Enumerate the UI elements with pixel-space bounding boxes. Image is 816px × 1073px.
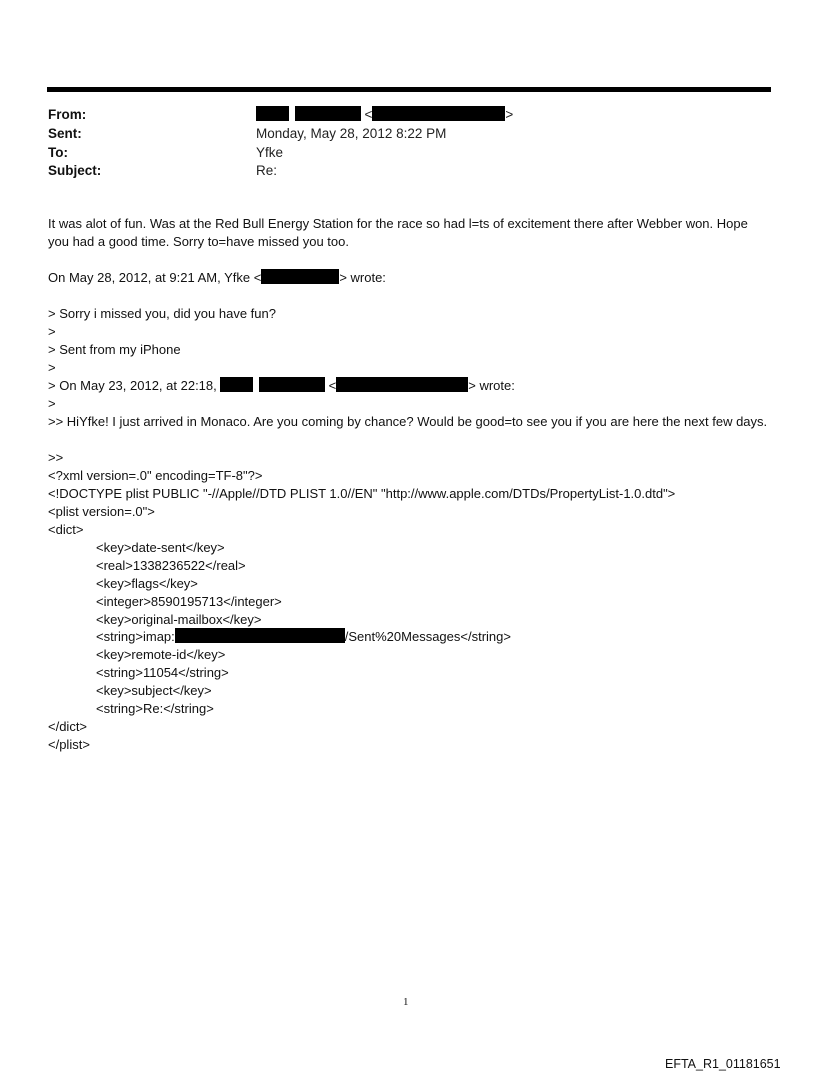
xml-line: <dict> xyxy=(48,522,84,537)
quote-intro xyxy=(48,269,386,287)
redaction-block xyxy=(256,106,289,121)
redaction-block xyxy=(175,628,345,643)
xml-line: <!DOCTYPE plist PUBLIC "-//Apple//DTD PLIST 1.0//EN" "http://www.apple.com/DTDs/PropertyList-1.0.dtd"> xyxy=(48,486,676,501)
xml-line-post: /Sent%20Messages</string> xyxy=(344,629,511,644)
subject-label: Subject: xyxy=(48,163,102,178)
from-lt: < xyxy=(364,107,373,122)
xml-line: <key>flags</key> xyxy=(96,576,198,591)
quoted-line xyxy=(48,377,515,395)
quoted-line-pre: > On May 23, 2012, at 22:18, xyxy=(48,378,217,393)
xml-line: <key>remote-id</key> xyxy=(96,647,226,662)
quoted-line: > xyxy=(48,396,56,411)
redaction-block xyxy=(261,269,339,284)
quoted-line: > xyxy=(48,360,56,375)
xml-line: <integer>8590195713</integer> xyxy=(96,594,282,609)
xml-line: <string>11054</string> xyxy=(96,665,229,680)
sent-label: Sent: xyxy=(48,126,82,141)
quoted-line-lt: < xyxy=(328,378,337,393)
xml-line: </dict> xyxy=(48,719,88,734)
xml-line: <key>subject</key> xyxy=(96,683,212,698)
quoted-line: > Sorry i missed you, did you have fun? xyxy=(48,306,276,321)
quoted-line: >> HiYfke! I just arrived in Monaco. Are you coming by chance? Would be good=to see you if you are here the next few days. xyxy=(48,414,768,429)
xml-line: <?xml version=.0" encoding=TF-8"?> xyxy=(48,468,263,483)
subject-value: Re: xyxy=(256,163,278,178)
quoted-line-post: > wrote: xyxy=(468,378,515,393)
xml-line: <key>date-sent</key> xyxy=(96,540,225,555)
sent-value: Monday, May 28, 2012 8:22 PM xyxy=(256,126,447,141)
page-number: 1 xyxy=(403,996,409,1008)
to-value: Yfke xyxy=(256,145,284,160)
quote-intro-pre: On May 28, 2012, at 9:21 AM, Yfke < xyxy=(48,270,262,285)
footer-document-id: EFTA_R1_01181651 xyxy=(665,1057,781,1071)
xml-line-pre: <string>imap: xyxy=(96,629,175,644)
xml-line xyxy=(96,628,511,646)
redaction-block xyxy=(259,377,325,392)
from-label: From: xyxy=(48,107,87,122)
xml-line: <string>Re:</string> xyxy=(96,701,214,716)
to-label: To: xyxy=(48,145,68,160)
xml-line: <real>1338236522</real> xyxy=(96,558,246,573)
xml-line: <plist version=.0"> xyxy=(48,504,155,519)
quote-intro-post: > wrote: xyxy=(339,270,386,285)
body-paragraph: It was alot of fun. Was at the Red Bull Energy Station for the race so had l=ts of excitement there after Webber won. Hope you had a good time. Sorry to=have missed you too. xyxy=(48,216,748,249)
redaction-block xyxy=(220,377,253,392)
from-gt: > xyxy=(505,107,514,122)
quoted-line: > Sent from my iPhone xyxy=(48,342,181,357)
redaction-block xyxy=(295,106,361,121)
xml-line: </plist> xyxy=(48,737,90,752)
quoted-line: > xyxy=(48,324,56,339)
xml-line: <key>original-mailbox</key> xyxy=(96,612,262,627)
redaction-block xyxy=(372,106,505,121)
header-rule xyxy=(47,87,771,92)
from-value xyxy=(256,106,513,124)
quoted-line: >> xyxy=(48,450,64,465)
redaction-block xyxy=(336,377,468,392)
